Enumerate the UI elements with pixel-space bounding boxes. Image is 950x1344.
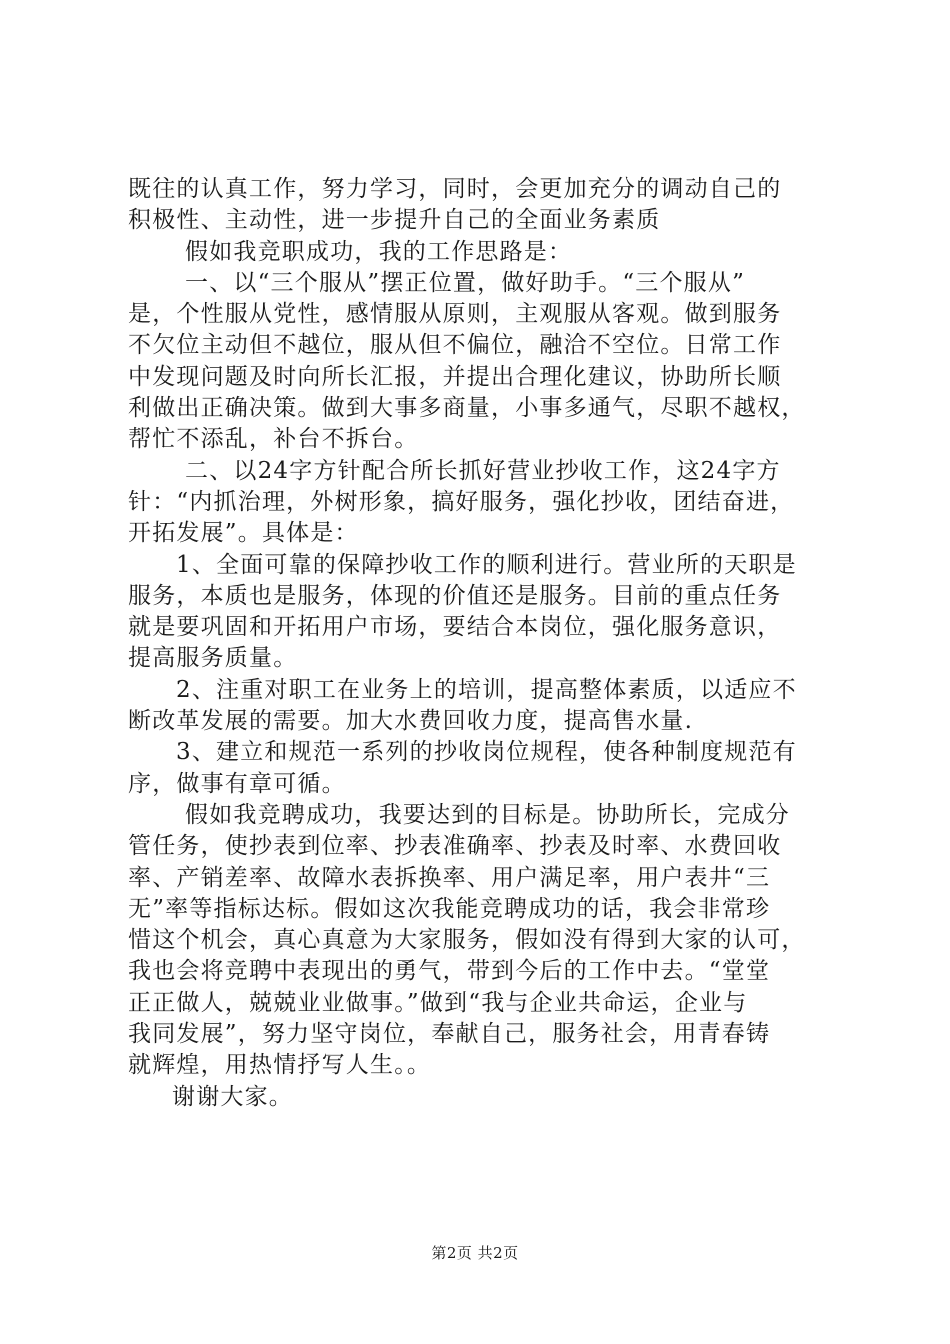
text-line: 1、全面可靠的保障抄收工作的顺利进行。营业所的天职是: [176, 551, 797, 578]
text-line: 中发现问题及时向所长汇报，并提出合理化建议，协助所长顺: [128, 363, 782, 390]
document-body: [128, 174, 838, 1113]
text-line: 针：“内抓治理，外树形象，搞好服务，强化抄收，团结奋进，: [128, 488, 795, 515]
text-line: 二、以24字方针配合所长抓好营业抄收工作，这24字方: [185, 457, 781, 484]
text-line: 3、建立和规范一系列的抄收岗位规程，使各种制度规范有: [176, 739, 797, 766]
text-line: 假如我竞聘成功，我要达到的目标是。协助所长，完成分: [185, 801, 790, 828]
text-line: 无”率等指标达标。假如这次我能竞聘成功的话，我会非常珍: [128, 895, 771, 922]
text-line: 就辉煌，用热情抒写人生。。: [128, 1052, 432, 1079]
text-line: 断改革发展的需要。加大水费回收力度，提高售水量.: [128, 708, 694, 735]
text-line: 开拓发展”。具体是：: [128, 520, 359, 547]
text-line: 率、产销差率、故障水表拆换率、用户满足率，用户表井“三: [128, 864, 771, 891]
text-line: 惜这个机会，真心真意为大家服务，假如没有得到大家的认可，: [128, 927, 806, 954]
text-line: 不欠位主动但不越位，服从但不偏位，融洽不空位。日常工作: [128, 332, 782, 359]
text-line: 假如我竞职成功，我的工作思路是：: [185, 238, 573, 265]
text-line: 积极性、主动性，进一步提升自己的全面业务素质: [128, 207, 661, 234]
page-footer: 第2页 共2页: [431, 1244, 519, 1262]
text-line: 服务，本质也是服务，体现的价值还是服务。目前的重点任务: [128, 582, 782, 609]
text-line: 我也会将竞聘中表现出的勇气，带到今后的工作中去。“堂堂: [128, 958, 771, 985]
text-line: 序，做事有章可循。: [128, 770, 346, 797]
text-line: 帮忙不添乱，补台不拆台。: [128, 426, 419, 453]
text-line: 我同发展”，努力坚守岗位，奉献自己，服务社会，用青春铸: [128, 1021, 771, 1048]
text-line: 2、注重对职工在业务上的培训，提高整体素质，以适应不: [176, 676, 797, 703]
text-line: 利做出正确决策。做到大事多商量，小事多通气，尽职不越权，: [128, 395, 806, 422]
text-line: 正正做人，兢兢业业做事。”做到“我与企业共命运，企业与: [128, 989, 748, 1016]
text-line: 是，个性服从党性，感情服从原则，主观服从客观。做到服务: [128, 301, 782, 328]
text-line: 提高服务质量。: [128, 645, 298, 672]
text-line: 管任务，使抄表到位率、抄表准确率、抄表及时率、水费回收: [128, 833, 782, 860]
text-line: 谢谢大家。: [172, 1083, 293, 1110]
text-line: 就是要巩固和开拓用户市场，要结合本岗位，强化服务意识，: [128, 614, 782, 641]
text-line: 既往的认真工作，努力学习，同时，会更加充分的调动自己的: [128, 176, 782, 202]
text-line: 一、以“三个服从”摆正位置，做好助手。“三个服从”: [185, 269, 746, 296]
